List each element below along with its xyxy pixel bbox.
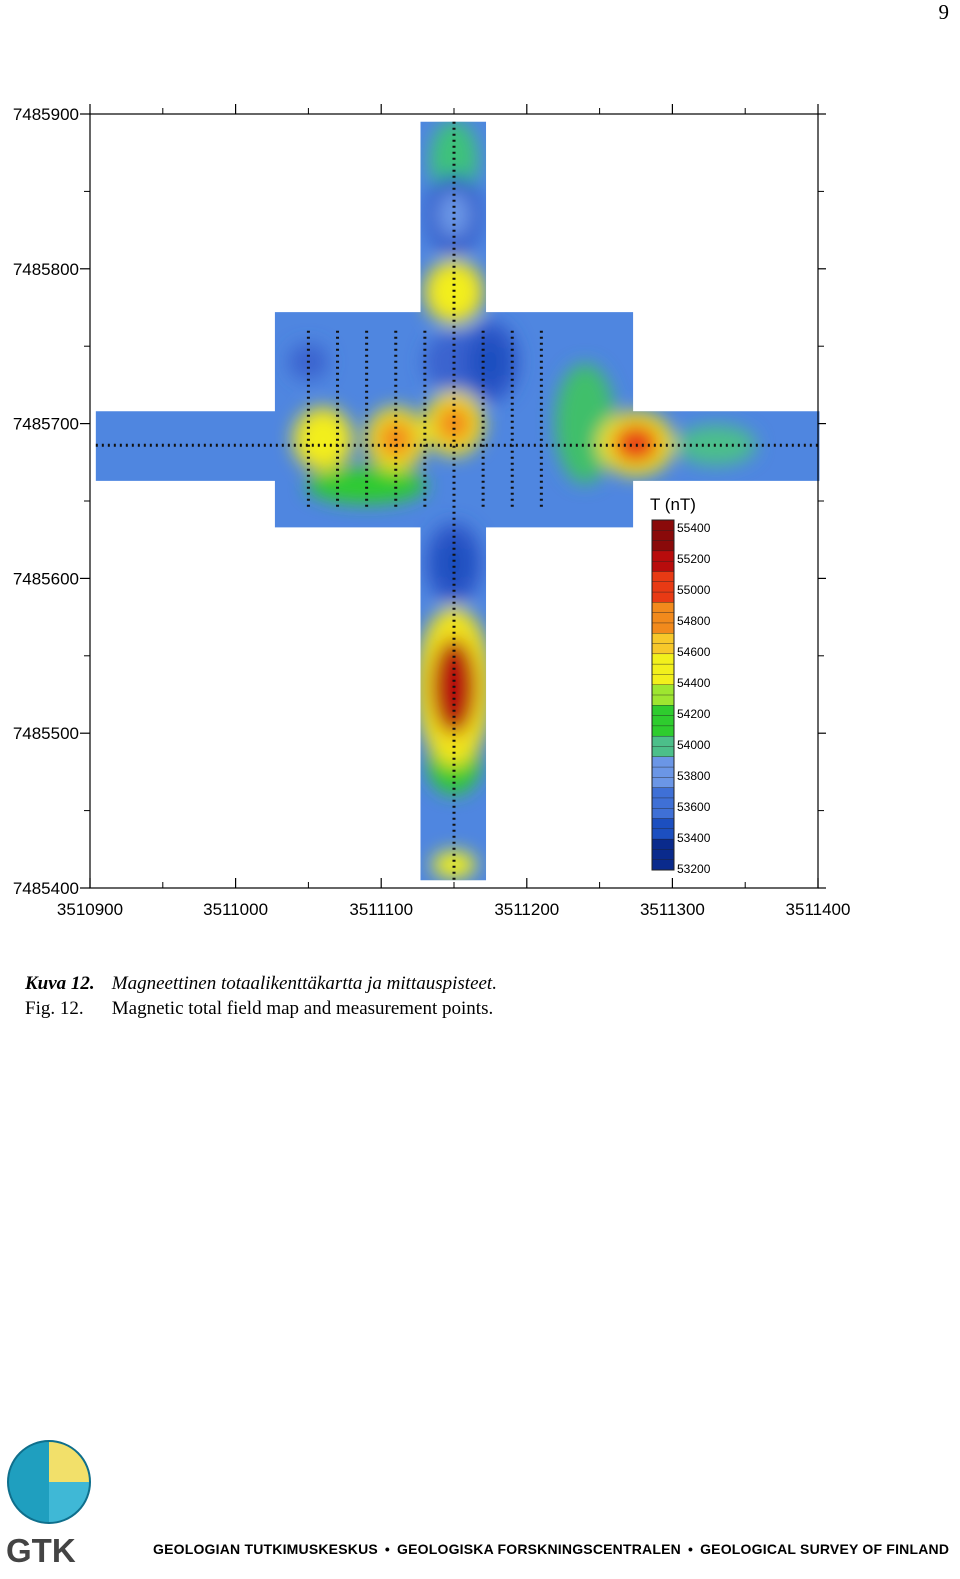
colorbar-band bbox=[652, 839, 674, 850]
colorbar-band bbox=[652, 613, 674, 624]
y-tick-label: 7485600 bbox=[12, 569, 79, 589]
colorbar-band bbox=[652, 520, 674, 531]
y-tick-label: 7485500 bbox=[12, 724, 79, 744]
x-tick-label: 3511100 bbox=[349, 900, 414, 919]
magnetic-field-map bbox=[0, 90, 960, 930]
caption-finnish-text: Magneettinen totaalikenttäkartta ja mittauspisteet. bbox=[111, 973, 497, 994]
colorbar-label: 55400 bbox=[677, 521, 711, 535]
org-english: GEOLOGICAL SURVEY OF FINLAND bbox=[700, 1541, 950, 1557]
org-finnish: GEOLOGIAN TUTKIMUSKESKUS bbox=[153, 1541, 378, 1557]
colorbar-label: 53200 bbox=[677, 862, 711, 876]
colorbar-band bbox=[652, 541, 674, 552]
colorbar-band bbox=[652, 571, 674, 582]
colorbar-band bbox=[652, 695, 674, 706]
colorbar-label: 53800 bbox=[677, 769, 711, 783]
colorbar-label: 53600 bbox=[677, 800, 711, 814]
colorbar-label: 54200 bbox=[677, 707, 711, 721]
colorbar-label: 53400 bbox=[677, 831, 711, 845]
y-tick-label: 7485400 bbox=[12, 879, 79, 898]
colorbar-band bbox=[652, 530, 674, 541]
colorbar-band bbox=[652, 592, 674, 603]
colorbar-label: 54400 bbox=[677, 676, 711, 690]
survey-area bbox=[0, 90, 960, 930]
colorbar-label: 54600 bbox=[677, 645, 711, 659]
colorbar-band bbox=[652, 849, 674, 860]
separator-2: • bbox=[687, 1541, 694, 1557]
y-tick-label: 7485900 bbox=[12, 105, 79, 124]
colorbar-band bbox=[652, 860, 674, 871]
separator-1: • bbox=[384, 1541, 391, 1557]
footer-organizations bbox=[153, 1541, 953, 1557]
caption-english-text: Magnetic total field map and measurement points. bbox=[111, 998, 494, 1019]
anomaly-core-7 bbox=[474, 338, 508, 386]
colorbar-band bbox=[652, 674, 674, 685]
x-tick-label: 3510900 bbox=[56, 900, 124, 919]
x-tick-label: 3511200 bbox=[494, 900, 560, 919]
gtk-logo bbox=[6, 1440, 96, 1570]
colorbar-band bbox=[652, 685, 674, 696]
colorbar-label: 55000 bbox=[677, 583, 711, 597]
colorbar-band bbox=[652, 716, 674, 727]
colorbar-band bbox=[652, 654, 674, 665]
colorbar-band bbox=[652, 664, 674, 675]
colorbar-band bbox=[652, 602, 674, 613]
x-tick-label: 3511400 bbox=[785, 900, 851, 919]
colorbar-band bbox=[652, 746, 674, 757]
colorbar-band bbox=[652, 767, 674, 778]
page-number: 9 bbox=[938, 0, 949, 24]
anomaly-core-1 bbox=[613, 425, 659, 463]
colorbar-band bbox=[652, 551, 674, 562]
colorbar-band bbox=[652, 798, 674, 809]
colorbar-label: 55200 bbox=[677, 552, 711, 566]
colorbar-band bbox=[652, 788, 674, 799]
x-tick-label: 3511300 bbox=[639, 900, 705, 919]
y-tick-label: 7485700 bbox=[12, 414, 79, 434]
colorbar-label: 54800 bbox=[677, 614, 711, 628]
org-swedish: GEOLOGISKA FORSKNINGSCENTRALEN bbox=[397, 1541, 681, 1557]
colorbar-band bbox=[652, 561, 674, 572]
colorbar-band bbox=[652, 726, 674, 737]
colorbar-label: 54000 bbox=[677, 738, 711, 752]
colorbar-band bbox=[652, 757, 674, 768]
colorbar-band bbox=[652, 777, 674, 788]
x-tick-label: 3511000 bbox=[203, 900, 269, 919]
legend-title: T (nT) bbox=[650, 495, 696, 514]
colorbar-band bbox=[652, 819, 674, 830]
colorbar-band bbox=[652, 808, 674, 819]
colorbar-band bbox=[652, 736, 674, 747]
colorbar-band bbox=[652, 633, 674, 644]
caption-finnish bbox=[25, 972, 497, 996]
colorbar-band bbox=[652, 623, 674, 634]
caption-english-label: Fig. 12. bbox=[25, 998, 84, 1019]
colorbar-band bbox=[652, 644, 674, 655]
colorbar-band bbox=[652, 705, 674, 716]
gtk-logo-text: GTK bbox=[6, 1532, 76, 1569]
colorbar-band bbox=[652, 829, 674, 840]
caption-english bbox=[25, 997, 493, 1021]
y-tick-label: 7485800 bbox=[12, 259, 79, 279]
colorbar-band bbox=[652, 582, 674, 593]
caption-finnish-label: Kuva 12. bbox=[25, 973, 95, 994]
anomaly-core-4 bbox=[305, 420, 341, 458]
